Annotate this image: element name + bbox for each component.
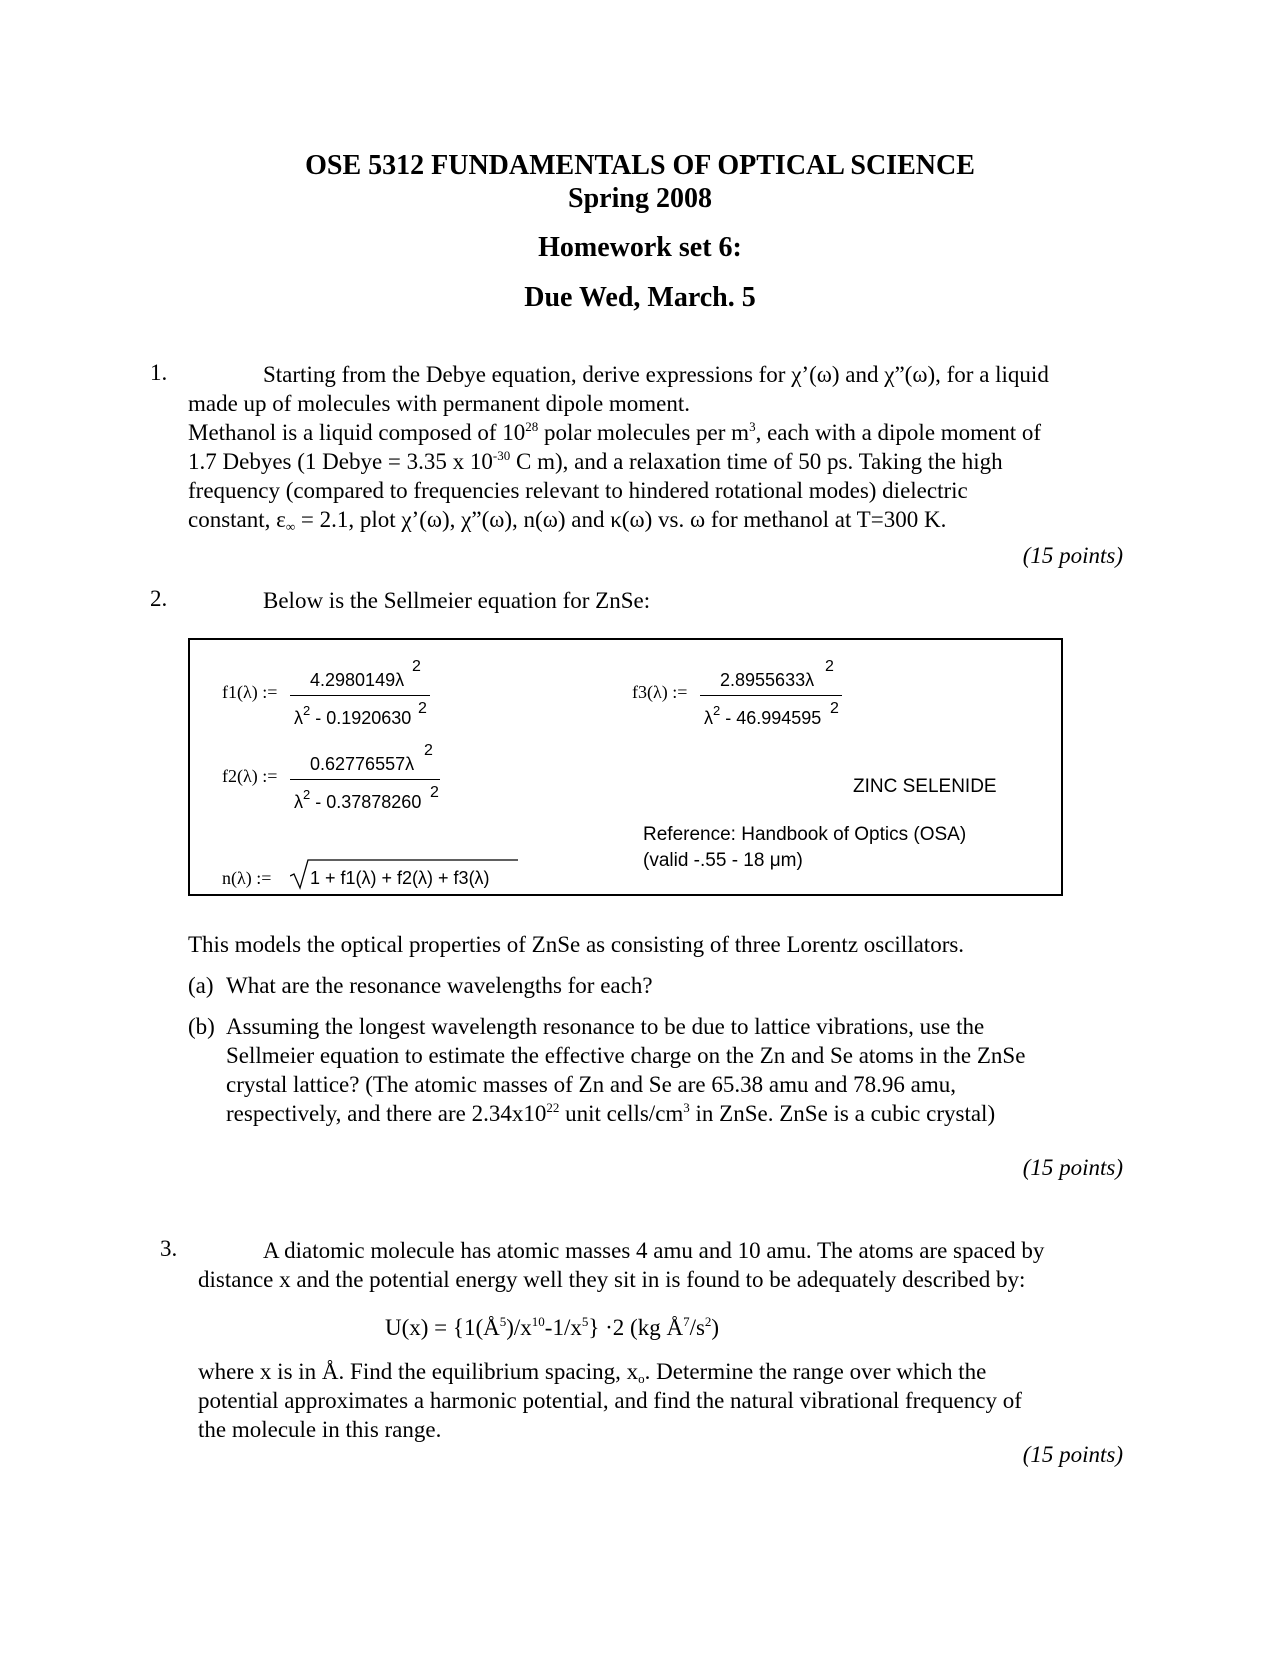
- f2-den-exponent: 2: [430, 784, 439, 801]
- sellmeier-equation-box: [188, 638, 1063, 896]
- problem-3-followup: where x is in Å. Find the equilibrium spacing, $x_o$. Determine the range over which the potential approximates a harmonic potential, and find the natural vibrational frequency of the molecule in this range.: [198, 1359, 1022, 1442]
- part-b-text: Assuming the longest wavelength resonance to be due to lattice vibrations, use the Sellmeier equation to estimate the effective charge on the Zn and Se atoms in the ZnSe crystal lattice? (The atomic masses of Zn and Se are 65.38 amu and 78.96 amu, respectively, and there are $2.34x10^{22}$ unit cells/$cm^3$ in ZnSe. ZnSe is a cubic crystal): [226, 1014, 1026, 1126]
- reference-label: Reference: Handbook of Optics (OSA): [643, 824, 967, 845]
- f3-fraction-bar: [700, 695, 842, 696]
- f2-label: f2(λ) :=: [222, 766, 278, 786]
- part-a-text: What are the resonance wavelengths for each?: [226, 973, 653, 998]
- f1-label: f1(λ) :=: [222, 682, 278, 702]
- f2-numerator: 0.62776557λ: [310, 754, 415, 774]
- problem-1-points: (15 points): [1022, 543, 1123, 568]
- due-date: Due Wed, March. 5: [524, 282, 756, 313]
- f1-denominator: $\lambda^2 - 0.1920630$: [294, 703, 412, 728]
- part-a-label: (a): [188, 973, 214, 998]
- model-description: This models the optical properties of ZnSe as consisting of three Lorentz oscillators.: [188, 932, 965, 957]
- problem-3-number: 3.: [160, 1236, 178, 1261]
- n-expression: 1 + f1(λ) + f2(λ) + f3(λ): [310, 868, 490, 888]
- potential-equation: $U(x) = \{1(Å^5)/x^{10}-1/x^5\} \cdot 2$ (kg $Å^7/s^2$): [385, 1314, 720, 1340]
- f2-denominator: $\lambda^2 - 0.37878260$: [294, 787, 422, 812]
- f3-num-exponent: 2: [825, 658, 834, 675]
- p1-line3: Methanol is a liquid composed of $10^{28}$ polar molecules per $m^3$, each with a dipole moment of: [188, 419, 1042, 445]
- f3-denominator: $\lambda^2 - 46.994595$: [704, 703, 822, 728]
- f2-num-exponent: 2: [424, 742, 433, 759]
- problem-3-points: (15 points): [1022, 1442, 1123, 1467]
- f3-numerator: 2.8955633λ: [720, 670, 815, 690]
- p1-line4: 1.7 Debyes (1 Debye = 3.35 x $10^{-30}$ C m), and a relaxation time of 50 ps. Taking the high: [188, 448, 1003, 474]
- n-label: n(λ) :=: [222, 868, 272, 888]
- material-label: ZINC SELENIDE: [853, 776, 997, 797]
- f3-den-exponent: 2: [830, 700, 839, 717]
- f1-num-exponent: 2: [412, 658, 421, 675]
- f2-fraction-bar: [290, 779, 440, 780]
- f1-den-exponent: 2: [418, 700, 427, 717]
- p1-line6: constant, $\varepsilon_\infty = 2.1$, plot χ’(ω), χ”(ω), n(ω) and κ(ω) vs. ω for methanol at T=300 K.: [188, 507, 947, 534]
- problem-3-text: A diatomic molecule has atomic masses 4 amu and 10 amu. The atoms are spaced by distance x and the potential energy well they sit in is found to be adequately described by:: [198, 1238, 1045, 1292]
- problem-2-number: 2.: [150, 586, 168, 611]
- p1-line1: Starting from the Debye equation, derive expressions for χ’(ω) and χ”(ω), for a liquid: [263, 362, 1049, 387]
- validity-label: (valid -.55 - 18 μm): [643, 850, 803, 871]
- problem-2-points: (15 points): [1022, 1155, 1123, 1180]
- p1-line2: made up of molecules with permanent dipole moment.: [188, 391, 691, 416]
- part-b-label: (b): [188, 1014, 215, 1039]
- p1-line5: frequency (compared to frequencies relevant to hindered rotational modes) dielectric: [188, 478, 968, 503]
- problem-2-intro: Below is the Sellmeier equation for ZnSe:: [263, 588, 651, 613]
- f3-label: f3(λ) :=: [632, 682, 688, 702]
- problem-1-text: [188, 360, 1148, 534]
- homework-title: Homework set 6:: [538, 232, 742, 263]
- course-title: OSE 5312 FUNDAMENTALS OF OPTICAL SCIENCE: [305, 150, 975, 181]
- f1-numerator: 4.2980149λ: [310, 670, 405, 690]
- term: Spring 2008: [568, 183, 712, 214]
- problem-1-number: 1.: [150, 360, 168, 385]
- f1-fraction-bar: [290, 695, 430, 696]
